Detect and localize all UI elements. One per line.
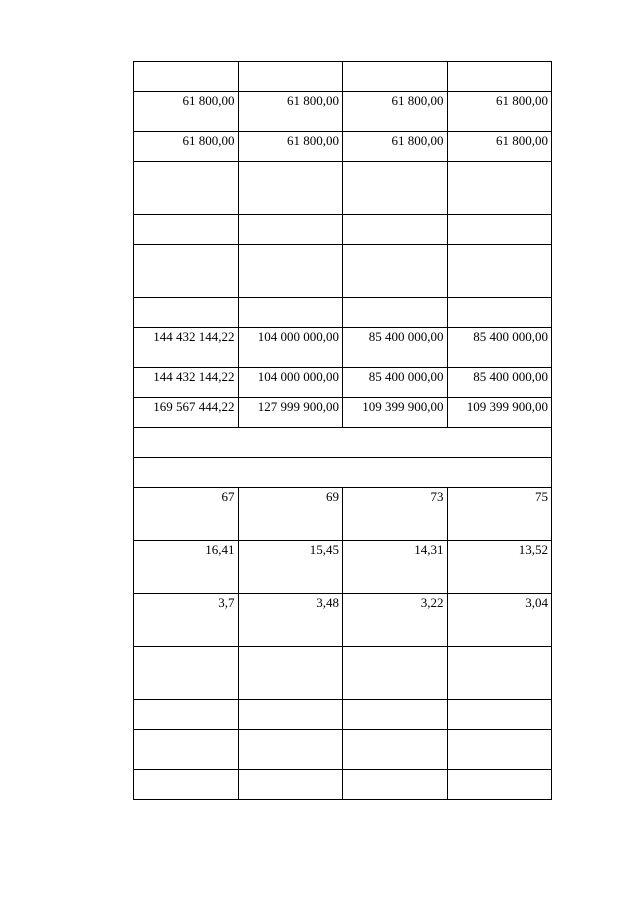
table-cell: 15,45 [238,541,343,594]
table-row [134,298,552,328]
table-row [134,132,552,162]
table-cell: 104 000 000,00 [238,328,343,368]
table-cell: 61 800,00 [238,132,343,162]
table-cell: 127 999 900,00 [238,398,343,428]
table-cell: 85 400 000,00 [447,328,552,368]
table-cell [238,700,343,730]
table-row [134,647,552,700]
data-table [133,61,552,800]
table-cell [134,298,239,328]
table-cell: 69 [238,488,343,541]
table-cell [238,730,343,770]
table-cell: 13,52 [447,541,552,594]
table-cell: 14,31 [343,541,448,594]
table-cell [238,647,343,700]
table-row [134,700,552,730]
table-cell [134,62,239,92]
table-row [134,458,552,488]
table-cell: 61 800,00 [447,132,552,162]
table-cell: 75 [447,488,552,541]
table-cell [343,62,448,92]
table-cell [238,298,343,328]
table-cell [343,700,448,730]
merged-cell [134,428,552,458]
table-row [134,541,552,594]
table-row [134,398,552,428]
table-cell [134,162,239,215]
merged-cell [134,458,552,488]
table-cell [447,215,552,245]
table-cell: 3,04 [447,594,552,647]
table-cell: 109 399 900,00 [447,398,552,428]
table-cell [343,730,448,770]
table-cell [447,730,552,770]
table-cell [447,298,552,328]
table-cell: 3,7 [134,594,239,647]
table-cell [238,770,343,800]
table-cell [238,162,343,215]
table-cell [238,245,343,298]
table-cell [343,162,448,215]
table-cell: 85 400 000,00 [343,368,448,398]
table-cell [447,162,552,215]
table-row [134,162,552,215]
table-body [134,62,552,800]
table-cell: 61 800,00 [447,92,552,132]
table-row [134,92,552,132]
table-cell: 85 400 000,00 [447,368,552,398]
table-cell: 169 567 444,22 [134,398,239,428]
table-cell [447,700,552,730]
table-row [134,62,552,92]
table-cell [134,770,239,800]
table-cell [134,647,239,700]
table-cell: 85 400 000,00 [343,328,448,368]
table-row [134,215,552,245]
table-row [134,428,552,458]
table-cell [343,647,448,700]
table-cell [134,215,239,245]
table-cell [447,770,552,800]
table-cell [134,730,239,770]
table-cell: 61 800,00 [343,92,448,132]
table-cell [343,215,448,245]
table-row [134,328,552,368]
table-cell: 61 800,00 [238,92,343,132]
table-cell [447,647,552,700]
table-cell: 104 000 000,00 [238,368,343,398]
table-cell [134,245,239,298]
table-cell [238,215,343,245]
table-cell [134,700,239,730]
table-cell: 16,41 [134,541,239,594]
table-cell: 61 800,00 [343,132,448,162]
table-cell: 61 800,00 [134,92,239,132]
table-cell: 67 [134,488,239,541]
table-cell [447,62,552,92]
table-row [134,488,552,541]
table-cell: 144 432 144,22 [134,328,239,368]
table-cell: 61 800,00 [134,132,239,162]
table-cell: 144 432 144,22 [134,368,239,398]
table-cell: 3,22 [343,594,448,647]
table-row [134,245,552,298]
table-cell: 109 399 900,00 [343,398,448,428]
table-row [134,594,552,647]
table-cell: 3,48 [238,594,343,647]
table-row [134,368,552,398]
table-cell [343,245,448,298]
table-cell [343,770,448,800]
table-cell [447,245,552,298]
table-row [134,730,552,770]
table-cell [238,62,343,92]
table-row [134,770,552,800]
table-cell: 73 [343,488,448,541]
table-cell [343,298,448,328]
